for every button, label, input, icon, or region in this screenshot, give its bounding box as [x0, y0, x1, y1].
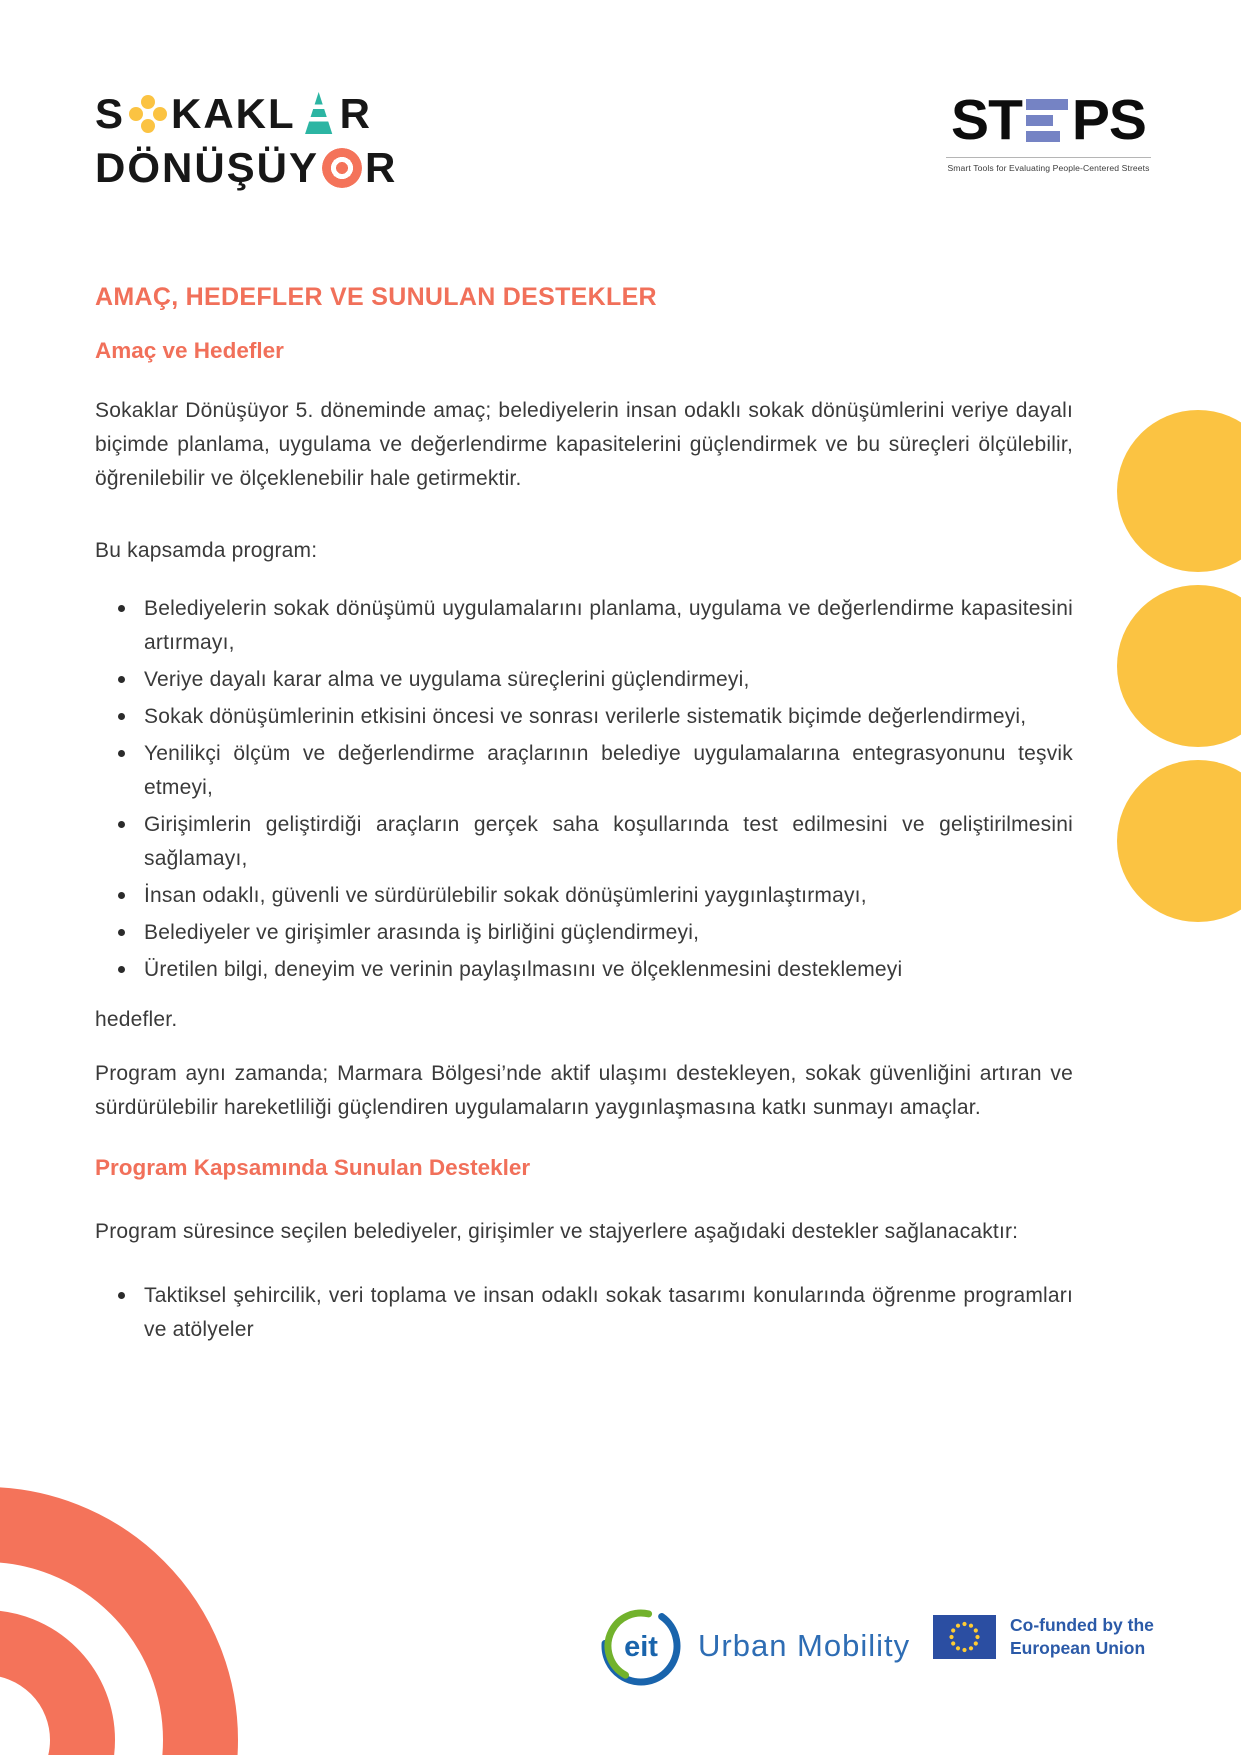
document-body — [95, 283, 1073, 1363]
paragraph-destekler: Program süresince seçilen belediyeler, girişimler ve stajyerlere aşağıdaki destekler sağlanacaktır: — [95, 1220, 1019, 1243]
yellow-circle-decoration-1 — [1117, 410, 1241, 572]
paragraph-marmara: Program aynı zamanda; Marmara Bölgesi’nde aktif ulaşımı destekleyen, sokak güvenliğini artıran ve sürdürülebilir hareketliliği güçlendiren uygulamaların yaygınlaşmasına katkı sunmayı amaçlar. — [95, 1062, 1073, 1119]
goals-bullet-list — [95, 592, 1073, 987]
steps-text: ST — [951, 88, 1022, 152]
list-outro: hedefler. — [95, 1008, 178, 1031]
brand-line-2 — [95, 142, 397, 194]
target-o-icon — [322, 148, 362, 188]
bullet-item: Veriye dayalı karar alma ve uygulama süreçlerini güçlendirmeyi, — [95, 663, 1073, 697]
steps-text: PS — [1071, 88, 1146, 152]
eu-flag-icon — [933, 1615, 996, 1659]
sokaklar-donusuyor-logo — [95, 88, 397, 194]
flower-o-icon — [129, 95, 167, 133]
bullet-item: Belediyeler ve girişimler arasında iş birliğini güçlendirmeyi, — [95, 916, 1073, 950]
bullet-item: Sokak dönüşümlerinin etkisini öncesi ve sonrası verilerle sistematik biçimde değerlendirmeyi, — [95, 700, 1073, 734]
paragraph-amac: Sokaklar Dönüşüyor 5. döneminde amaç; belediyelerin insan odaklı sokak dönüşümlerini veriye dayalı biçimde planlama, uygulama ve değerlendirme kapasitelerini güçlendirmek ve bu süreçleri ölçülebilir, öğrenilebilir ve ölçeklenebilir hale getirmektir. — [95, 399, 1073, 490]
section-heading-sunulan-destekler: Program Kapsamında Sunulan Destekler — [95, 1155, 531, 1180]
brand-text: R — [339, 90, 373, 137]
page-title: AMAÇ, HEDEFLER VE SUNULAN DESTEKLER — [95, 283, 657, 311]
brand-text: KAKL — [171, 90, 296, 137]
steps-logo — [946, 88, 1151, 173]
eu-credit-line-1: Co-funded by the — [1010, 1615, 1154, 1635]
eu-cofunded-logo — [933, 1614, 1154, 1660]
bullet-item: Taktiksel şehircilik, veri toplama ve insan odaklı sokak tasarımı konularında öğrenme programları ve atölyeler — [95, 1279, 1073, 1347]
bullet-item: Belediyelerin sokak dönüşümü uygulamalarını planlama, uygulama ve değerlendirme kapasitesini artırmayı, — [95, 592, 1073, 660]
bullet-item: İnsan odaklı, güvenli ve sürdürülebilir sokak dönüşümlerini yaygınlaştırmayı, — [95, 879, 1073, 913]
steps-e-bars-icon — [1026, 99, 1068, 142]
brand-text: S — [95, 90, 126, 137]
bullet-item: Yenilikçi ölçüm ve değerlendirme araçlarının belediye uygulamalarına entegrasyonunu teşvik etmeyi, — [95, 737, 1073, 805]
list-intro: Bu kapsamda program: — [95, 539, 318, 562]
eit-label: eit — [624, 1631, 658, 1663]
steps-wordmark — [946, 88, 1151, 152]
bullet-item: Girişimlerin geliştirdiği araçların gerçek saha koşullarında test edilmesini ve geliştirilmesini sağlamayı, — [95, 808, 1073, 876]
steps-divider — [946, 157, 1151, 158]
supports-bullet-list — [95, 1279, 1073, 1347]
eu-credit-line-2: European Union — [1010, 1637, 1146, 1658]
traffic-cone-icon — [302, 92, 336, 134]
signal-arcs-icon — [0, 1455, 280, 1755]
eu-credit-text — [1010, 1614, 1154, 1660]
eit-urban-mobility-logo — [596, 1601, 910, 1691]
yellow-circle-decoration-2 — [1117, 585, 1241, 747]
brand-text: R — [365, 144, 398, 191]
brand-line-1 — [95, 88, 397, 140]
eit-wordmark: Urban Mobility — [698, 1628, 911, 1663]
eit-ring-icon — [596, 1601, 686, 1691]
brand-text: DÖNÜŞÜY — [95, 144, 320, 191]
steps-tagline: Smart Tools for Evaluating People-Centered Streets — [947, 163, 1150, 173]
yellow-circle-decoration-3 — [1117, 760, 1241, 922]
bullet-item: Üretilen bilgi, deneyim ve verinin paylaşılmasını ve ölçeklenmesini desteklemeyi — [95, 953, 1073, 987]
section-heading-amac-ve-hedefler: Amaç ve Hedefler — [95, 338, 284, 363]
